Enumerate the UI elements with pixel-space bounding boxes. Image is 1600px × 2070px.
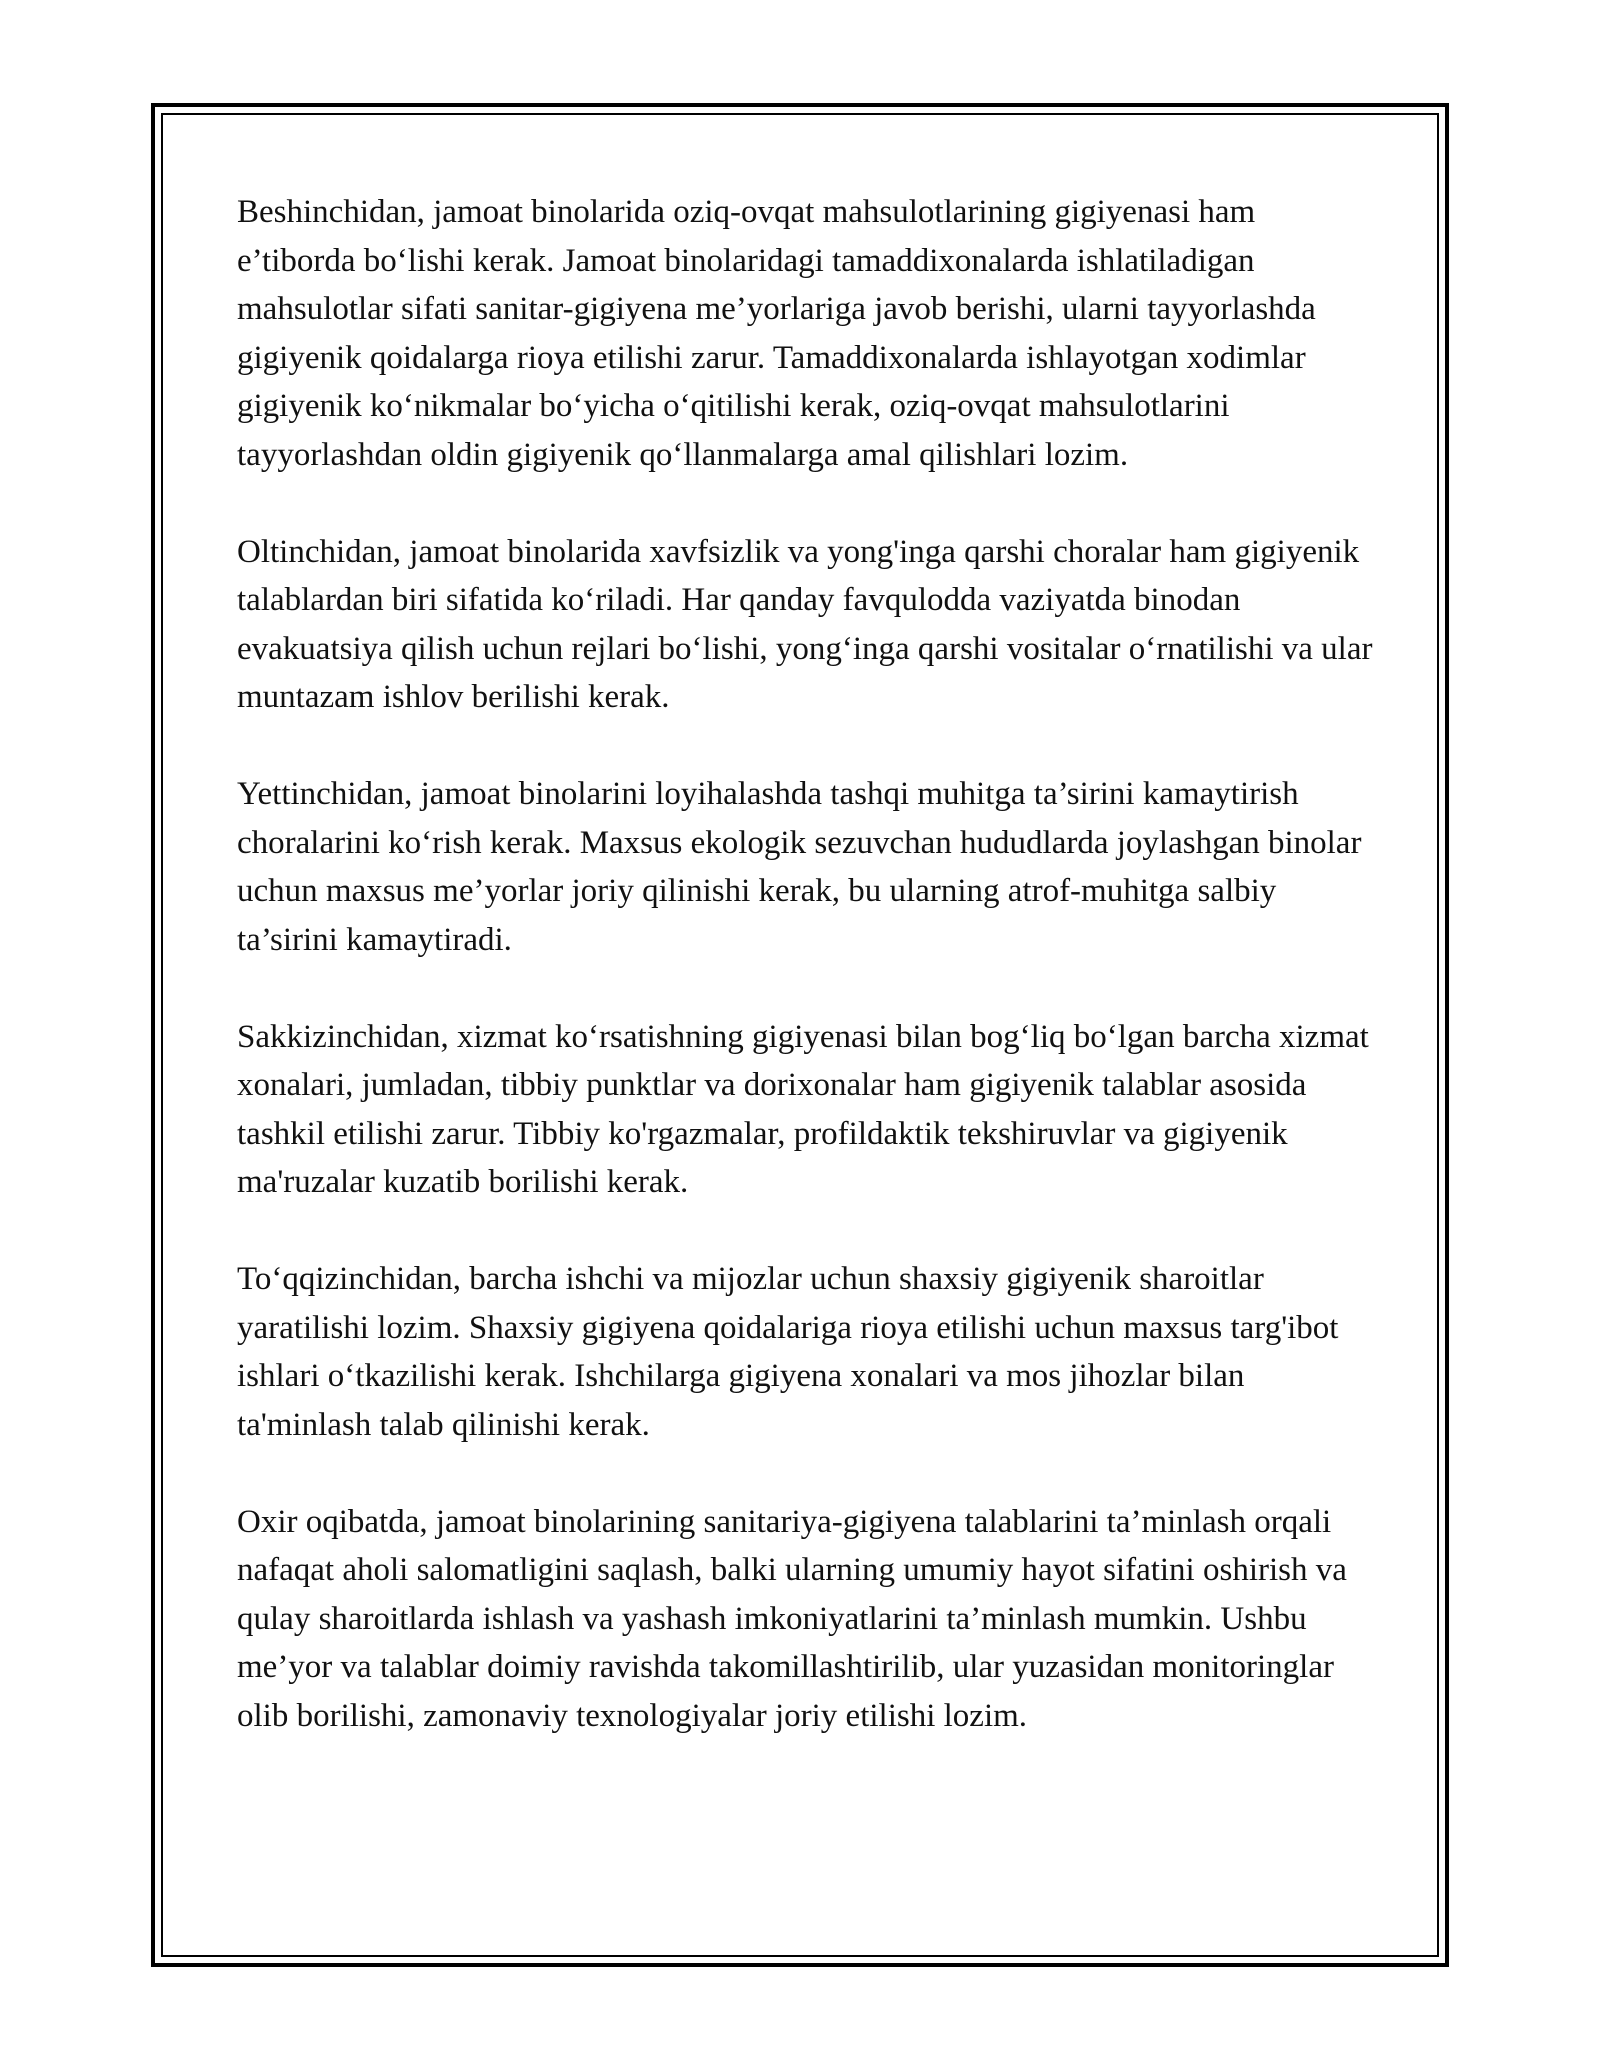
paragraph-seventh: Yettinchidan, jamoat binolarini loyihalashda tashqi muhitga ta’sirini kamaytirish choralarini ko‘rish kerak. Maxsus ekologik sezuvchan hududlarda joylashgan binolar uchun maxsus me’yorlar joriy qilinishi kerak, bu ularning atrof-muhitga salbiy ta’sirini kamaytiradi. <box>237 776 1362 958</box>
paragraph-conclusion: Oxir oqibatda, jamoat binolarining sanitariya-gigiyena talablarini ta’minlash orqali nafaqat aholi salomatligini saqlash, balki ularning umumiy hayot sifatini oshirish va qulay sharoitlarda ishlash va yashash imkoniyatlarini ta’minlash mumkin. Ushbu me’yor va talablar doimiy ravishda takomillashtirilib, ular yuzasidan monitoringlar olib borilishi, zamonaviy texnologiyalar joriy etilishi lozim. <box>237 1503 1347 1734</box>
paragraph-eighth: Sakkizinchidan, xizmat ko‘rsatishning gigiyenasi bilan bog‘liq bo‘lgan barcha xizmat xonalari, jumladan, tibbiy punktlar va dorixonalar ham gigiyenik talablar asosida tashkil etilishi zarur. Tibbiy ko'rgazmalar, profildaktik tekshiruvlar va gigiyenik ma'ruzalar kuzatib borilishi kerak. <box>237 1018 1369 1200</box>
paragraph-ninth: To‘qqizinchidan, barcha ishchi va mijozlar uchun shaxsiy gigiyenik sharoitlar yaratilishi lozim. Shaxsiy gigiyena qoidalariga rioya etilishi uchun maxsus targ'ibot ishlari o‘tkazilishi kerak. Ishchilarga gigiyena xonalari va mos jihozlar bilan ta'minlash talab qilinishi kerak. <box>237 1261 1339 1443</box>
paragraph-sixth: Oltinchidan, jamoat binolarida xavfsizlik va yong'inga qarshi choralar ham gigiyenik talablardan biri sifatida ko‘riladi. Har qanday favqulodda vaziyatda binodan evakuatsiya qilish uchun rejlari bo‘lishi, yong‘inga qarshi vositalar o‘rnatilishi va ular muntazam ishlov berilishi kerak. <box>237 533 1373 715</box>
paragraph-fifth: Beshinchidan, jamoat binolarida oziq-ovqat mahsulotlarining gigiyenasi ham e’tiborda bo‘lishi kerak. Jamoat binolaridagi tamaddixonalarda ishlatiladigan mahsulotlar sifati sanitar-gigiyena me’yorlariga javob berishi, ularni tayyorlashda gigiyenik qoidalarga rioya etilishi zarur. Tamaddixonalarda ishlayotgan xodimlar gigiyenik ko‘nikmalar bo‘yicha o‘qitilishi kerak, oziq-ovqat mahsulotlarini tayyorlashdan oldin gigiyenik qo‘llanmalarga amal qilishlari lozim. <box>237 194 1316 473</box>
document-body <box>237 188 1377 1789</box>
